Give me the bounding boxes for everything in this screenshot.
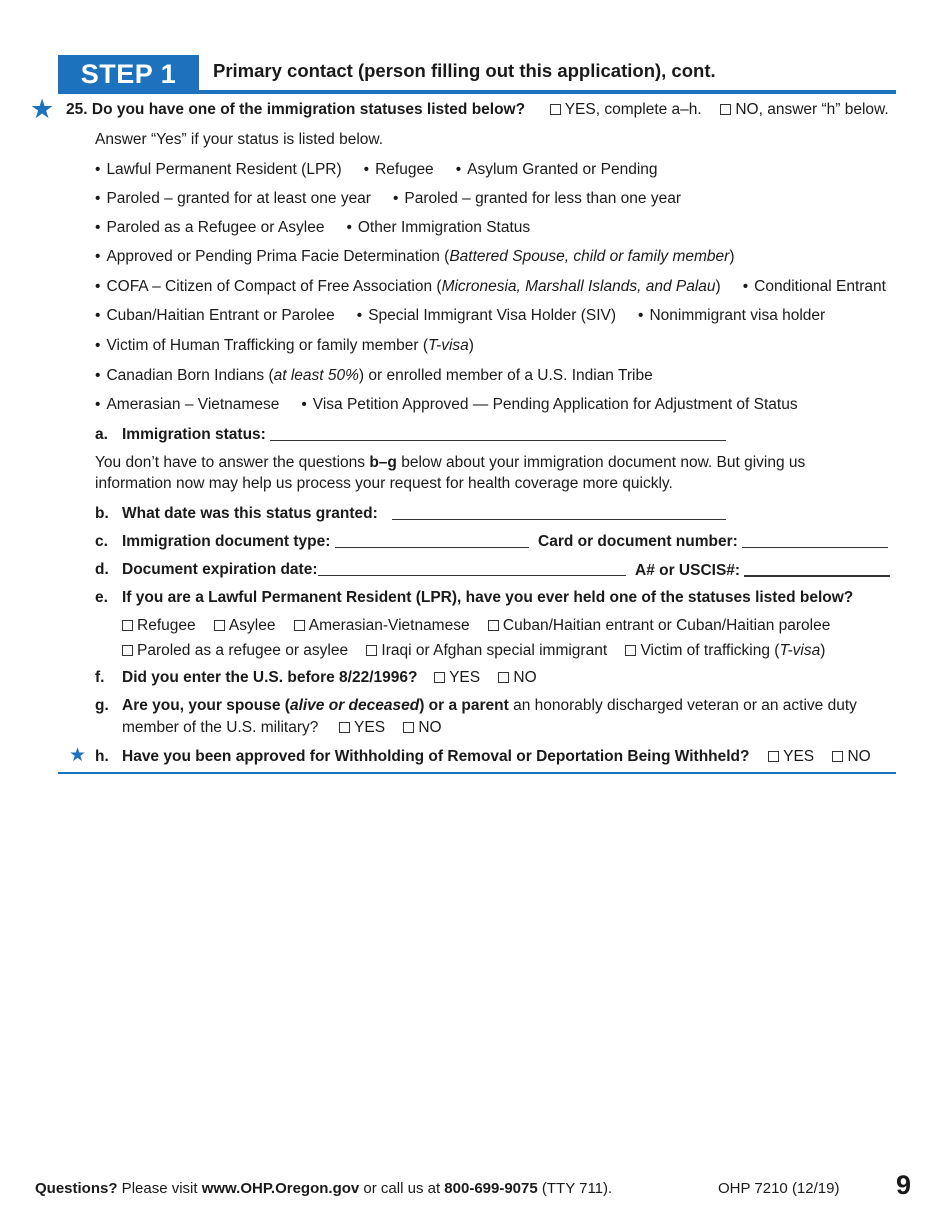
item-letter-b: b. [95,505,109,522]
instruction-text: Answer “Yes” if your status is listed below. [95,131,384,148]
required-star-icon: ★ [30,94,55,124]
option-asylee[interactable]: Asylee [214,617,276,634]
checkbox-icon [434,672,445,683]
optional-note-line2: information now may help us process your request for health coverage more quickly. [95,475,673,492]
checkbox-icon [214,620,225,631]
phone-number: 800-699-9075 [444,1180,538,1197]
immigration-status-field: Immigration status: [122,426,726,444]
status-row-3: • Paroled as a Refugee or Asylee• Other Immigration Status [95,219,552,237]
status-date-input[interactable] [392,505,726,520]
status-date-field: What date was this status granted: [122,505,726,523]
lpr-question: If you are a Lawful Permanent Resident (LPR), have you ever held one of the statuses listed below? [122,589,854,606]
immigration-status-input[interactable] [270,426,726,441]
uscis-number-input[interactable] [744,561,890,577]
g-no-checkbox[interactable]: NO [403,719,441,736]
status-row-6: • Cuban/Haitian Entrant or Parolee• Special Immigrant Visa Holder (SIV)• Nonimmigrant visa holder [95,307,847,325]
option-refugee[interactable]: Refugee [122,617,196,634]
section-title: Primary contact (person filling out this application), cont. [213,60,716,81]
checkbox-icon [488,620,499,631]
website-link[interactable]: www.OHP.Oregon.gov [201,1180,360,1197]
g-yes-checkbox[interactable]: YES [339,719,385,736]
item-letter-g: g. [95,697,109,714]
item-letter-d: d. [95,561,109,578]
item-letter-h: h. [95,748,109,765]
footer-contact: Questions? Please visit www.OHP.Oregon.gov or call us at 800-699-9075 (TTY 711). [35,1180,613,1197]
withholding-question: Have you been approved for Withholding of Removal or Deportation Being Withheld? YES NO [122,748,871,765]
checkbox-icon [550,104,561,115]
checkbox-icon [339,722,350,733]
checkbox-icon [720,104,731,115]
document-type-field: Immigration document type: [122,533,529,551]
veteran-question-line2: member of the U.S. military? YES NO [122,719,442,736]
f-yes-checkbox[interactable]: YES [434,669,480,686]
document-type-input[interactable] [335,533,529,548]
checkbox-icon [122,620,133,631]
status-row-2: • Paroled – granted for at least one year• Paroled – granted for less than one year [95,190,703,208]
document-number-input[interactable] [742,533,888,548]
step-badge: STEP 1 [58,55,199,93]
uscis-number-field: A# or USCIS#: [635,561,890,580]
checkbox-icon [768,751,779,762]
required-star-icon: ★ [69,745,87,766]
h-no-checkbox[interactable]: NO [832,748,870,765]
checkbox-icon [122,645,133,656]
entry-date-question: Did you enter the U.S. before 8/22/1996? YES NO [122,669,537,686]
status-row-5: • COFA – Citizen of Compact of Free Association (Micronesia, Marshall Islands, and Palau)• Conditional Entrant [95,278,886,296]
status-row-9: • Amerasian – Vietnamese• Visa Petition Approved — Pending Application for Adjustment of Status [95,396,820,414]
checkbox-icon [403,722,414,733]
checkbox-icon [498,672,509,683]
veteran-question-line1: Are you, your spouse (alive or deceased) or a parent an honorably discharged veteran or an active duty [122,697,857,714]
option-trafficking[interactable]: Victim of trafficking (T-visa) [625,642,825,659]
status-row-8: • Canadian Born Indians (at least 50%) or enrolled member of a U.S. Indian Tribe [95,367,675,385]
document-number-field: Card or document number: [538,533,888,551]
checkbox-icon [832,751,843,762]
q25-yes-checkbox[interactable]: YES, complete a–h. [550,101,702,118]
question-25: 25. Do you have one of the immigration statuses listed below? YES, complete a–h. NO, answer “h” below. [66,101,889,118]
header-rule [58,90,896,94]
optional-note-line1: You don’t have to answer the questions b–g below about your immigration document now. But giving us [95,454,806,471]
item-letter-c: c. [95,533,108,550]
status-row-7: • Victim of Human Trafficking or family member (T-visa) [95,337,496,355]
option-iraqi-afghan[interactable]: Iraqi or Afghan special immigrant [366,642,607,659]
lpr-options-row1 [122,617,844,635]
item-letter-e: e. [95,589,108,606]
page-number: 9 [896,1170,912,1200]
lpr-options-row2 [122,642,825,660]
f-no-checkbox[interactable]: NO [498,669,536,686]
item-letter-f: f. [95,669,105,686]
expiration-date-input[interactable] [318,561,626,576]
q25-no-checkbox[interactable]: NO, answer “h” below. [720,101,888,118]
checkbox-icon [625,645,636,656]
h-yes-checkbox[interactable]: YES [768,748,814,765]
checkbox-icon [294,620,305,631]
status-row-1: • Lawful Permanent Resident (LPR)• Refugee• Asylum Granted or Pending [95,161,680,179]
option-cuban-haitian[interactable]: Cuban/Haitian entrant or Cuban/Haitian parolee [488,617,830,634]
status-row-4: • Approved or Pending Prima Facie Determination (Battered Spouse, child or family member) [95,248,756,266]
option-paroled-refugee[interactable]: Paroled as a refugee or asylee [122,642,348,659]
option-amerasian[interactable]: Amerasian-Vietnamese [294,617,470,634]
form-id: OHP 7210 (12/19) [718,1180,840,1197]
checkbox-icon [366,645,377,656]
item-letter-a: a. [95,426,108,443]
expiration-date-field: Document expiration date: [122,561,626,579]
section-bottom-rule [58,772,896,774]
